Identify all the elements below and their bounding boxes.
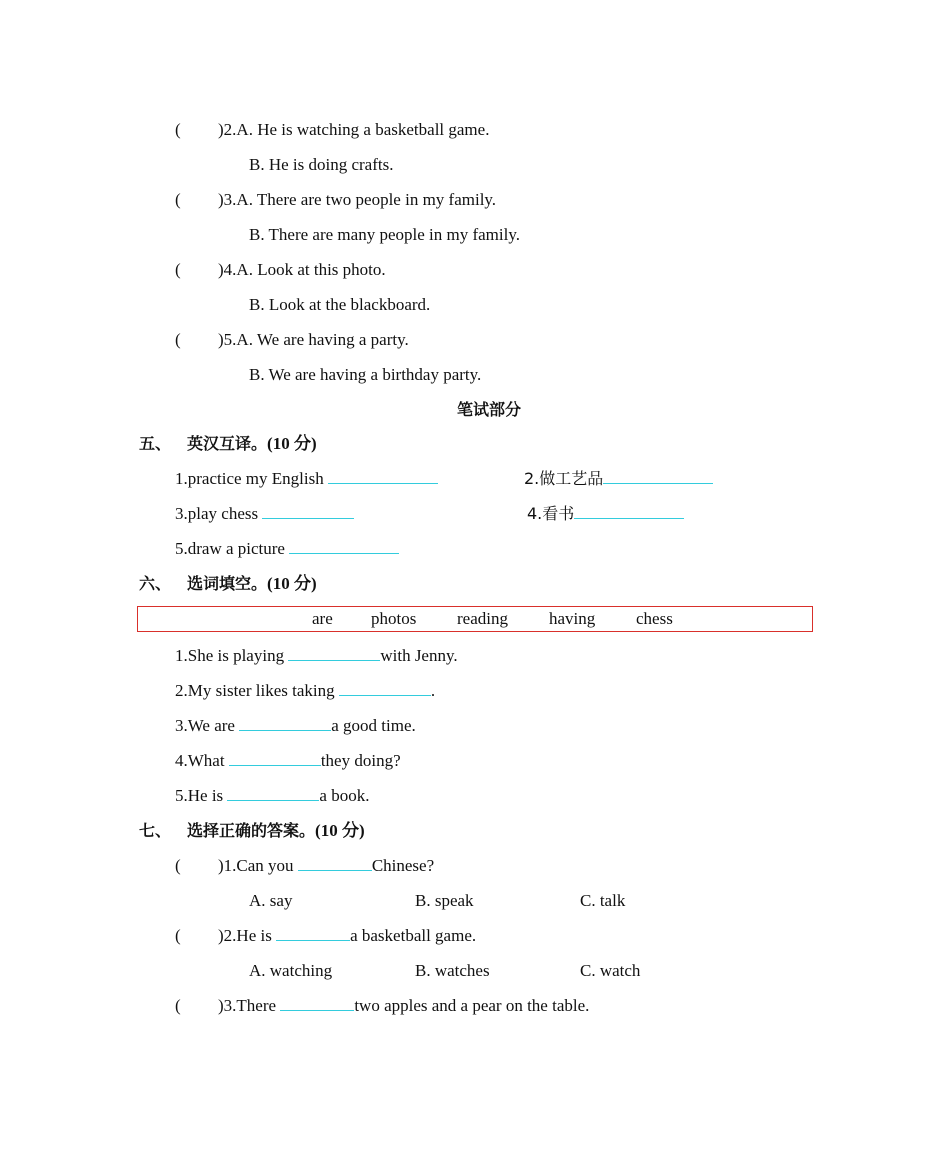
fill-blank-item: 4.What they doing? [175, 751, 401, 770]
answer-blank[interactable] [239, 716, 331, 731]
question-text [218, 260, 386, 280]
section-score: (10 分) [315, 821, 365, 840]
section-title: 英汉互译。 [187, 434, 268, 453]
answer-paren-open: ( [175, 190, 181, 209]
option-a: A. We are having a party. [236, 330, 409, 349]
question-text: )2.He is a basketball game. [218, 926, 477, 945]
word-bank-word: are [312, 609, 333, 628]
answer-paren-open: ( [175, 996, 181, 1015]
answer-blank[interactable] [229, 751, 321, 766]
answer-paren-open: ( [175, 120, 181, 139]
question-number: 3. [223, 190, 237, 209]
translation-item: 1.practice my English [175, 469, 438, 489]
option-a: A. watching [249, 961, 333, 980]
answer-blank[interactable] [298, 856, 372, 871]
written-part-title: 笔试部分 [457, 400, 522, 419]
option-c: C. watch [580, 961, 641, 980]
option-b: B. watches [415, 961, 490, 980]
answer-paren-close: ) [218, 330, 224, 349]
fill-blank-item: 2.My sister likes taking . [175, 681, 436, 700]
fill-blank-item: 3.We are a good time. [175, 716, 416, 735]
option-c: C. talk [580, 891, 626, 910]
option-a: A. Look at this photo. [236, 260, 386, 279]
section-5-heading [139, 434, 317, 454]
question-number: 2. [223, 120, 237, 139]
answer-paren-open: ( [175, 330, 181, 349]
option-b: B. We are having a birthday party. [249, 365, 482, 384]
answer-paren-open: ( [175, 926, 181, 945]
translation-item: 2.做工艺品 [524, 469, 713, 489]
word-bank-word: photos [371, 609, 417, 628]
question-text: )1.Can you Chinese? [218, 856, 435, 875]
answer-blank[interactable] [339, 681, 431, 696]
section-score: (10 分) [267, 434, 317, 453]
answer-blank[interactable] [574, 504, 684, 519]
answer-paren-close: ) [218, 190, 224, 209]
option-b: B. There are many people in my family. [249, 225, 520, 244]
option-a: A. say [249, 891, 293, 910]
question-text [218, 190, 496, 210]
section-number: 五、 [139, 434, 172, 453]
section-title: 选择正确的答案。 [187, 821, 316, 840]
section-7-heading [139, 821, 365, 841]
translation-item: 4.看书 [527, 504, 684, 524]
translation-item: 5.draw a picture [175, 539, 399, 559]
answer-blank[interactable] [603, 469, 713, 484]
answer-paren-open: ( [175, 856, 181, 875]
option-a: A. There are two people in my family. [236, 190, 497, 209]
section-6-heading [139, 574, 317, 594]
section-number: 六、 [139, 574, 172, 593]
option-b: B. He is doing crafts. [249, 155, 394, 174]
section-score: (10 分) [267, 574, 317, 593]
answer-blank[interactable] [262, 504, 354, 519]
answer-paren-close: ) [218, 120, 224, 139]
question-number: 5. [223, 330, 237, 349]
answer-blank[interactable] [280, 996, 354, 1011]
answer-blank[interactable] [288, 646, 380, 661]
section-title: 选词填空。 [187, 574, 268, 593]
word-bank-word: reading [457, 609, 508, 628]
question-text [218, 120, 489, 140]
fill-blank-item: 1.She is playing with Jenny. [175, 646, 458, 665]
answer-blank[interactable] [276, 926, 350, 941]
option-a: A. He is watching a basketball game. [236, 120, 490, 139]
option-b: B. Look at the blackboard. [249, 295, 431, 314]
answer-paren-open: ( [175, 260, 181, 279]
answer-paren-close: ) [218, 260, 224, 279]
word-bank [137, 606, 813, 632]
fill-blank-item: 5.He is a book. [175, 786, 370, 805]
word-bank-word: having [549, 609, 596, 628]
word-bank-word: chess [636, 609, 673, 628]
answer-blank[interactable] [227, 786, 319, 801]
option-b: B. speak [415, 891, 474, 910]
section-number: 七、 [139, 821, 172, 840]
answer-blank[interactable] [289, 539, 399, 554]
question-text [218, 330, 409, 350]
question-number: 4. [223, 260, 237, 279]
question-text: )3.There two apples and a pear on the table. [218, 996, 590, 1015]
translation-item: 3.play chess [175, 504, 354, 524]
answer-blank[interactable] [328, 469, 438, 484]
